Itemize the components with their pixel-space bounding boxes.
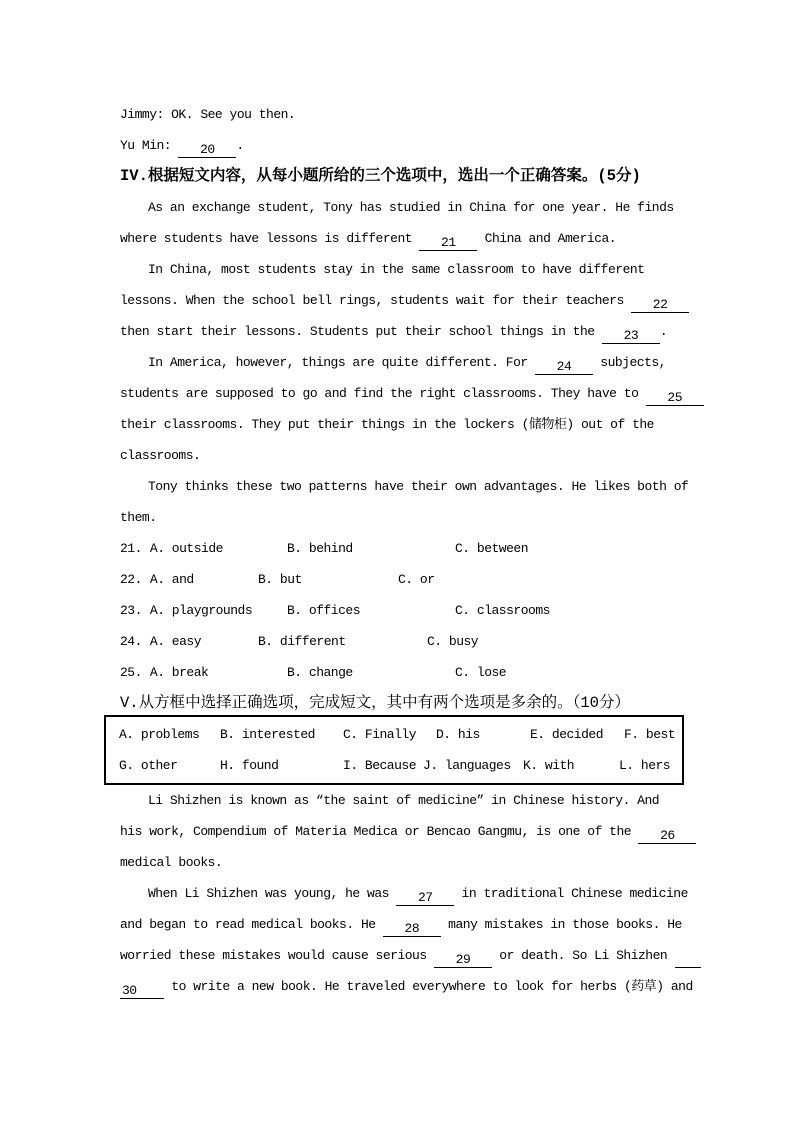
option-b: B. change xyxy=(287,665,353,680)
text-run: in traditional Chinese medicine xyxy=(454,886,688,901)
passage-line xyxy=(120,378,726,409)
text-run: or death. So Li Shizhen xyxy=(491,948,675,963)
option-b: B. behind xyxy=(287,541,353,556)
text-run: to write a new book. He traveled everywhere to look for herbs (药草) and xyxy=(164,979,693,994)
blank-open xyxy=(675,953,701,968)
dialogue-period: . xyxy=(236,138,244,153)
section-v-passage xyxy=(120,785,726,1002)
passage-line xyxy=(120,285,726,316)
passage-line xyxy=(120,192,726,223)
blank-21: 21 xyxy=(419,236,477,251)
passage-line xyxy=(120,347,726,378)
section-v-heading: V.从方框中选择正确选项，完成短文，其中有两个选项是多余的。（10分） xyxy=(120,694,630,712)
text-run: In China, most students stay in the same classroom to have different xyxy=(148,262,645,277)
text-run: China and America. xyxy=(477,231,617,246)
passage-line xyxy=(120,409,726,440)
blank-29: 29 xyxy=(434,953,492,968)
passage-line xyxy=(120,909,726,940)
text-run: many mistakes in those books. He xyxy=(440,917,682,932)
passage-line xyxy=(120,471,726,502)
question-number: 21. xyxy=(120,541,142,556)
text-run: classrooms. xyxy=(120,448,201,463)
text-run: medical books. xyxy=(120,855,223,870)
question-row-24 xyxy=(120,626,726,657)
text-run: Tony thinks these two patterns have their own advantages. He likes both of xyxy=(148,479,689,494)
option-b: B. but xyxy=(258,572,302,587)
option-box-row xyxy=(106,719,682,750)
option-c: C. lose xyxy=(455,665,507,680)
blank-27: 27 xyxy=(396,891,454,906)
section-iv-passage xyxy=(120,192,726,533)
passage-line xyxy=(120,785,726,816)
text-run: When Li Shizhen was young, he was xyxy=(148,886,397,901)
option-box-row xyxy=(106,750,682,781)
blank-28: 28 xyxy=(383,922,441,937)
option-c: C. classrooms xyxy=(455,603,550,618)
word-bank-option-i: I. Because xyxy=(343,758,417,773)
passage-line xyxy=(120,316,726,347)
word-bank-option-f: F. best xyxy=(624,727,676,742)
text-run: subjects, xyxy=(592,355,666,370)
question-number: 23. xyxy=(120,603,142,618)
option-a: A. playgrounds xyxy=(149,603,253,618)
blank-24: 24 xyxy=(535,360,593,375)
option-c: C. between xyxy=(455,541,529,556)
option-b: B. offices xyxy=(287,603,361,618)
passage-line xyxy=(120,940,726,971)
question-row-23 xyxy=(120,595,726,626)
blank-26: 26 xyxy=(638,829,696,844)
passage-line xyxy=(120,440,726,471)
blank-20: 20 xyxy=(178,143,236,158)
text-run: lessons. When the school bell rings, students wait for their teachers xyxy=(120,293,632,308)
text-run: their classrooms. They put their things in the lockers (储物柜) out of the xyxy=(120,417,654,432)
option-a: A. easy xyxy=(149,634,202,649)
word-bank-option-l: L. hers xyxy=(619,758,671,773)
word-bank-option-d: D. his xyxy=(436,727,480,742)
word-bank-option-b: B. interested xyxy=(220,727,315,742)
passage-line xyxy=(120,847,726,878)
word-bank-option-j: J. languages xyxy=(423,758,511,773)
text-run: Li Shizhen is known as “the saint of medicine” in Chinese history. And xyxy=(148,793,660,808)
option-b: B. different xyxy=(258,634,346,649)
passage-line xyxy=(120,878,726,909)
document-content xyxy=(120,99,726,1002)
text-run: where students have lessons is different xyxy=(120,231,420,246)
question-number: 24. xyxy=(120,634,142,649)
dialogue-text: Jimmy: OK. See you then. xyxy=(120,107,296,122)
text-run: and began to read medical books. He xyxy=(120,917,383,932)
text-run: students are supposed to go and find the right classrooms. They have to xyxy=(120,386,646,401)
option-c: C. busy xyxy=(427,634,479,649)
text-run: As an exchange student, Tony has studied in China for one year. He finds xyxy=(148,200,674,215)
question-number: 25. xyxy=(120,665,142,680)
word-bank-option-h: H. found xyxy=(220,758,279,773)
blank-22: 22 xyxy=(631,298,689,313)
text-run: worried these mistakes would cause serious xyxy=(120,948,434,963)
word-bank-option-e: E. decided xyxy=(530,727,604,742)
passage-line xyxy=(120,971,726,1002)
option-a: A. break xyxy=(149,665,209,680)
text-run: In America, however, things are quite different. For xyxy=(148,355,535,370)
question-row-25 xyxy=(120,657,726,688)
word-bank-option-g: G. other xyxy=(119,758,178,773)
question-row-21 xyxy=(120,533,726,564)
passage-line xyxy=(120,816,726,847)
passage-line xyxy=(120,254,726,285)
option-a: A. and xyxy=(149,572,194,587)
blank-25: 25 xyxy=(646,391,704,406)
blank-23: 23 xyxy=(602,329,660,344)
option-c: C. or xyxy=(398,572,435,587)
section-iv-heading: IV.根据短文内容，从每小题所给的三个选项中，选出一个正确答案。(5分) xyxy=(120,167,641,185)
text-run: then start their lessons. Students put their school things in the xyxy=(120,324,602,339)
word-bank-option-c: C. Finally xyxy=(343,727,417,742)
text-run: his work, Compendium of Materia Medica or Bencao Gangmu, is one of the xyxy=(120,824,639,839)
passage-line xyxy=(120,502,726,533)
passage-line xyxy=(120,223,726,254)
question-row-22 xyxy=(120,564,726,595)
word-bank-option-k: K. with xyxy=(523,758,575,773)
option-a: A. outside xyxy=(149,541,223,556)
option-box xyxy=(104,715,684,785)
question-number: 22. xyxy=(120,572,142,587)
dialogue-speaker: Yu Min: xyxy=(120,138,179,153)
blank-30: 30 xyxy=(120,984,164,999)
word-bank-option-a: A. problems xyxy=(119,727,200,742)
text-run: them. xyxy=(120,510,157,525)
section-iv-questions xyxy=(120,533,726,688)
dialogue-line-yumin xyxy=(120,130,726,161)
text-run: . xyxy=(659,324,668,339)
dialogue-line-jimmy xyxy=(120,99,726,130)
